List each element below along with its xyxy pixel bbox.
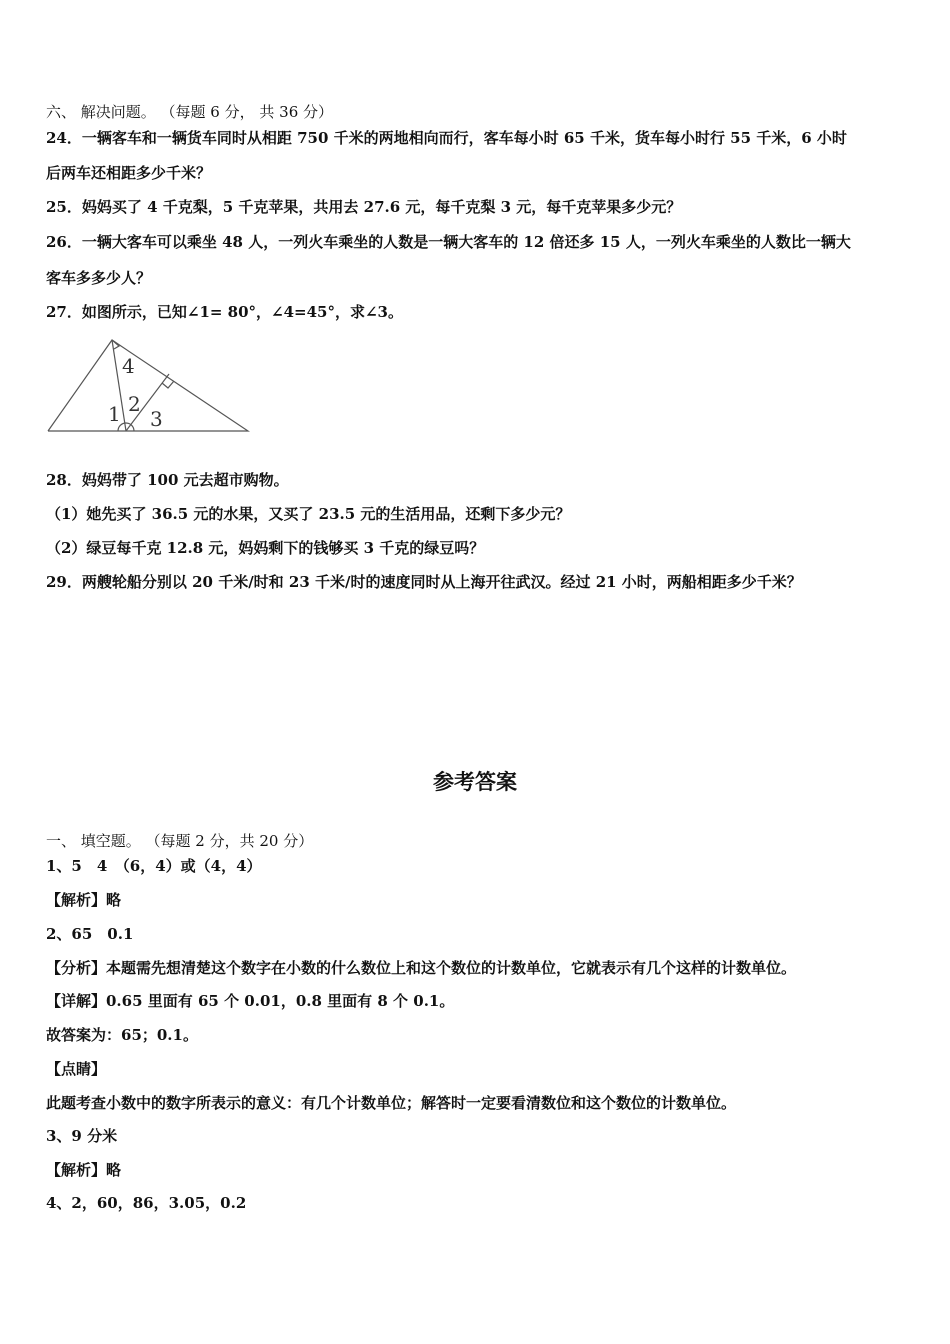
question-24-line1: 24．一辆客车和一辆货车同时从相距 750 千米的两地相向而行，客车每小时 65 千米，货车每小时行 55 千米，6 小时 (46, 129, 847, 147)
angle-label-3: 3 (150, 407, 163, 431)
right-angle-mark (162, 381, 174, 388)
answer-2-point-label: 【点睛】 (46, 1060, 107, 1078)
answer-4: 4、2，60，86，3.05，0.2 (46, 1194, 247, 1212)
section-heading-solve: 六、 解决问题。 （每题 6 分， 共 36 分） (46, 103, 334, 121)
answer-2-detail: 【详解】0.65 里面有 65 个 0.01，0.8 里面有 8 个 0.1。 (46, 992, 455, 1010)
answer-key-title: 参考答案 (433, 770, 517, 794)
answer-3-analysis: 【解析】略 (46, 1161, 122, 1179)
question-29: 29．两艘轮船分别以 20 千米/时和 23 千米/时的速度同时从上海开往武汉。经过 21 小时，两船相距多少千米？ (46, 573, 802, 591)
question-27: 27．如图所示，已知∠1= 80°，∠4=45°，求∠3。 (46, 303, 403, 321)
angle-label-1: 1 (108, 402, 121, 426)
question-28-part2: （2）绿豆每千克 12.8 元，妈妈剩下的钱够买 3 千克的绿豆吗？ (46, 539, 485, 557)
question-28: 28．妈妈带了 100 元去超市购物。 (46, 471, 289, 489)
answer-3: 3、9 分米 (46, 1127, 118, 1145)
answer-2-analysis: 【分析】本题需先想清楚这个数字在小数的什么数位上和这个数位的计数单位，它就表示有几个这样的计数单位。 (46, 959, 797, 977)
answer-2-point: 此题考查小数中的数字所表示的意义：有几个计数单位；解答时一定要看清数位和这个数位的计数单位。 (46, 1094, 737, 1112)
question-25: 25．妈妈买了 4 千克梨，5 千克苹果，共用去 27.6 元，每千克梨 3 元，每千克苹果多少元？ (46, 198, 682, 216)
answer-1: 1、5 4 （6，4）或（4，4） (46, 857, 262, 875)
answer-section-heading: 一、 填空题。 （每题 2 分，共 20 分） (46, 832, 314, 850)
angle-label-4: 4 (122, 354, 135, 378)
answer-2: 2、65 0.1 (46, 925, 134, 943)
triangle-outline (48, 340, 248, 431)
question-28-part1: （1）她先买了 36.5 元的水果，又买了 23.5 元的生活用品，还剩下多少元？ (46, 505, 571, 523)
answer-1-analysis: 【解析】略 (46, 891, 122, 909)
question-24-line2: 后两车还相距多少千米？ (46, 164, 212, 182)
question-26-line1: 26．一辆大客车可以乘坐 48 人，一列火车乘坐的人数是一辆大客车的 12 倍还多 15 人，一列火车乘坐的人数比一辆大 (46, 233, 851, 251)
triangle-figure (46, 336, 256, 436)
answer-2-result: 故答案为：65；0.1。 (46, 1026, 198, 1044)
angle-label-2: 2 (128, 392, 141, 416)
question-26-line2: 客车多多少人？ (46, 269, 152, 287)
